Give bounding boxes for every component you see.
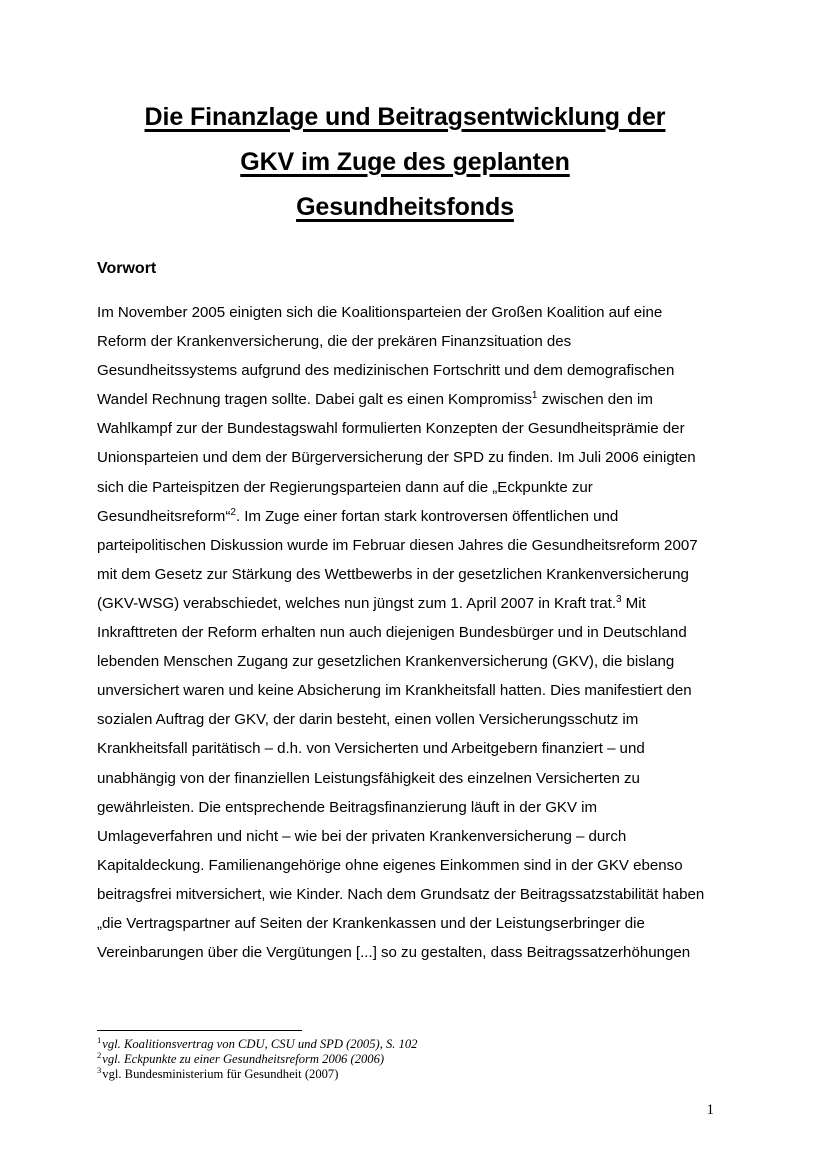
footnote-text-2: vgl. Eckpunkte zu einer Gesundheitsreform 2006 (2006) xyxy=(102,1052,385,1067)
paragraph-segment-4: Mit Inkrafttreten der Reform erhalten nun auch diejenigen Bundesbürger und in Deutschland lebenden Menschen Zugang zur gesetzlichen Krankenversicherung (GKV), die bislang unversichert waren und keine Absicherung im Krankheitsfall hatten. Dies manifestiert den sozialen Auftrag der GKV, der darin besteht, einen vollen Versicherungsschutz im Krankheitsfall paritätisch – d.h. von Versicherten und Arbeitgebern finanziert – und unabhängig von der finanziellen Leistungsfähigkeit des einzelnen Versicherten zu gewährleisten. Die entsprechende Beitragsfinanzierung läuft in der GKV im Umlageverfahren und nicht – wie bei der privaten Krankenversicherung – durch Kapitaldeckung. Familienangehörige ohne eigenes Einkommen sind in der GKV ebenso beitragsfrei mitversichert, wie Kinder. Nach dem Grundsatz der Beitragssatzstabilität haben „die Vertragspartner auf Seiten der Krankenkassen und der Leistungserbringer die Vereinbarungen über die Vergütungen [...] so zu gestalten, dass Beitragssatzerhöhungen xyxy=(97,594,705,962)
title-line-1: Die Finanzlage und Beitragsentwicklung der xyxy=(144,103,666,131)
footnote-text-3: vgl. Bundesministerium für Gesundheit (2007) xyxy=(102,1067,339,1082)
footnote-text-1: vgl. Koalitionsvertrag von CDU, CSU und SPD (2005), S. 102 xyxy=(102,1037,418,1051)
paragraph-segment-1: Im November 2005 einigten sich die Koalitionsparteien der Großen Koalition auf eine Reform der Krankenversicherung, die der prekären Finanzsituation des Gesundheitssystems aufgrund des medizinischen Fortschritt und dem demografischen Wandel Rechnung tragen sollte. Dabei galt es einen Kompromiss xyxy=(97,304,675,409)
footnote-ref-1[interactable]: 1 xyxy=(531,390,538,402)
footnote-marker-1: 1 xyxy=(97,1034,102,1045)
title-line-2: GKV im Zuge des geplanten xyxy=(240,148,570,176)
footnote-item-2 xyxy=(97,1052,713,1067)
footnote-item-3 xyxy=(97,1067,713,1082)
footnote-marker-2: 2 xyxy=(97,1050,102,1061)
paragraph-segment-3: . Im Zuge einer fortan stark kontroversen öffentlichen und parteipolitischen Diskussion wurde im Februar diesen Jahres die Gesundheitsreform 2007 mit dem Gesetz zur Stärkung des Wettbewerbs in der gesetzlichen Krankenversicherung (GKV-WSG) verabschiedet, welches nun jüngst zum 1. April 2007 in Kraft trat. xyxy=(97,507,698,612)
page-number: 1 xyxy=(706,1102,714,1118)
title-line-3: Gesundheitsfonds xyxy=(296,193,514,221)
paragraph-segment-2: zwischen den im Wahlkampf zur der Bundestagswahl formulierten Konzepten der Gesundheitsprämie der Unionsparteien und dem der Bürgerversicherung der SPD zu finden. Im Juli 2006 einigten sich die Parteispitzen der Regierungsparteien dann auf die „Eckpunkte zur Gesundheitsreform“ xyxy=(97,391,696,525)
page-content xyxy=(97,0,713,967)
footnote-area xyxy=(97,1030,713,1083)
footnote-marker-3: 3 xyxy=(97,1065,102,1076)
footnote-item-1 xyxy=(97,1034,713,1052)
page-title xyxy=(97,0,713,230)
section-heading-vorwort: Vorwort xyxy=(97,260,157,277)
footnote-ref-2[interactable]: 2 xyxy=(230,506,236,518)
footnote-separator-rule xyxy=(97,1030,302,1031)
footnote-ref-3[interactable]: 3 xyxy=(616,593,622,605)
body-paragraph xyxy=(97,280,713,967)
